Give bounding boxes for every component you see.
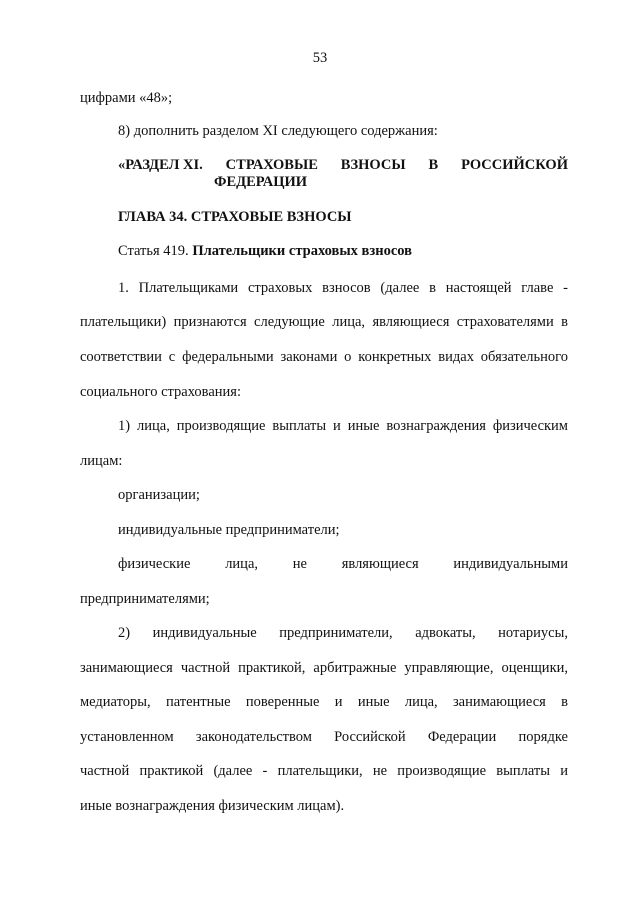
text-line: 1) лица, производящие выплаты и иные вознаграждения физическим [118,418,568,434]
text-line: занимающиеся частной практикой, арбитражные управляющие, оценщики, [80,660,568,676]
text-line: физические лица, не являющиеся индивидуальными [118,556,568,572]
article-title: Плательщики страховых взносов [192,243,412,259]
text-line: организации; [118,487,200,503]
text-line: частной практикой (далее - плательщики, не производящие выплаты и [80,763,568,779]
section-heading-line: «РАЗДЕЛ XI. СТРАХОВЫЕ ВЗНОСЫ В РОССИЙСКОЙ [118,157,568,173]
text-line: социального страхования: [80,384,241,400]
article-number: Статья 419. [118,243,189,259]
text-line: предпринимателями; [80,591,210,607]
article-heading [118,242,412,260]
text-line: медиаторы, патентные поверенные и иные лица, занимающиеся в [80,694,568,710]
chapter-heading: ГЛАВА 34. СТРАХОВЫЕ ВЗНОСЫ [118,209,352,225]
section-heading-line: ФЕДЕРАЦИИ [214,174,308,190]
text-line: иные вознаграждения физическим лицам). [80,798,345,814]
page-number: 53 [312,50,328,66]
text-line: 1. Плательщиками страховых взносов (далее в настоящей главе - [118,280,568,296]
text-line: 8) дополнить разделом XI следующего содержания: [118,123,438,139]
text-line: 2) индивидуальные предприниматели, адвокаты, нотариусы, [118,625,568,641]
text-line: цифрами «48»; [80,90,173,106]
text-line: индивидуальные предприниматели; [118,522,340,538]
text-line: установленном законодательством Российской Федерации порядке [80,729,568,745]
text-line: соответствии с федеральными законами о конкретных видах обязательного [80,349,568,365]
text-line: плательщики) признаются следующие лица, являющиеся страхователями в [80,314,568,330]
text-line: лицам: [80,453,123,469]
